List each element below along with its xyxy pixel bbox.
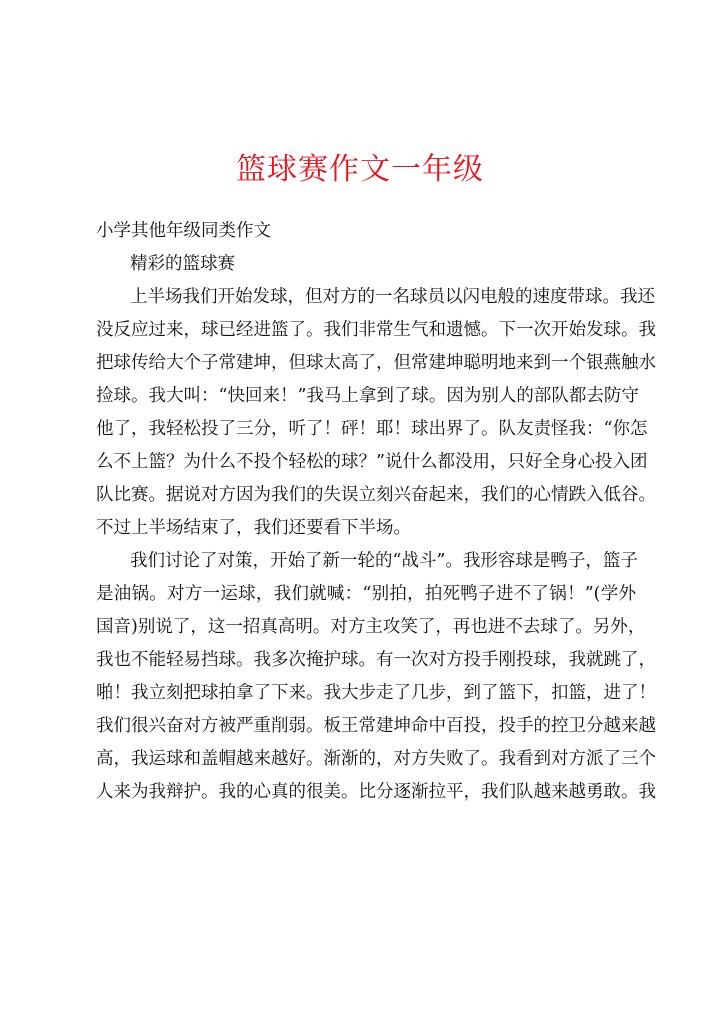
paragraph-line: 我们讨论了对策，开始了新一轮的“战斗”。我形容球是鸭子，篮子 — [130, 551, 638, 571]
paragraph-line: 捡球。我大叫：“快回来！”我马上拿到了球。因为别人的部队都去防守 — [96, 386, 639, 406]
category-line: 小学其他年级同类作文 — [96, 221, 271, 241]
paragraph-line: 么不上篮？为什么不投个轻松的球？”说什么都没用，只好全身心投入团 — [96, 452, 648, 472]
paragraph-line: 国音)别说了，这一招真高明。对方主攻笑了，再也进不去球了。另外， — [96, 617, 646, 637]
paragraph-line: 上半场我们开始发球，但对方的一名球员以闪电般的速度带球。我还 — [130, 287, 655, 307]
paragraph-line: 我们很兴奋对方被严重削弱。板王常建坤命中百投，投手的控卫分越来越 — [96, 716, 656, 736]
paragraph-line: 高，我运球和盖帽越来越好。渐渐的，对方失败了。我看到对方派了三个 — [96, 749, 656, 769]
paragraph-line: 是油锅。对方一运球，我们就喊：“别拍，拍死鸭子进不了锅！”(学外 — [96, 584, 636, 604]
paragraph-line: 没反应过来，球已经进篮了。我们非常生气和遗憾。下一次开始发球。我 — [96, 320, 656, 340]
paragraph-line: 人来为我辩护。我的心真的很美。比分逐渐拉平，我们队越来越勇敢。我 — [96, 782, 656, 802]
paragraph-line: 啪！我立刻把球拍拿了下来。我大步走了几步，到了篮下，扣篮，进了！ — [96, 683, 656, 703]
paragraph-line: 我也不能轻易挡球。我多次掩护球。有一次对方投手刚投球，我就跳了， — [96, 650, 656, 670]
paragraph-line: 他了，我轻松投了三分，听了！砰！耶！球出界了。队友责怪我：“你怎 — [96, 419, 648, 439]
document-body — [96, 215, 656, 809]
paragraph-line: 把球传给大个子常建坤，但球太高了，但常建坤聪明地来到一个银燕触水 — [96, 353, 656, 373]
paragraph-line: 队比赛。据说对方因为我们的失误立刻兴奋起来，我们的心情跌入低谷。 — [96, 485, 656, 505]
paragraph-line: 不过上半场结束了，我们还要看下半场。 — [96, 518, 411, 538]
document-title: 篮球赛作文一年级 — [236, 152, 484, 187]
essay-subtitle: 精彩的篮球赛 — [130, 254, 235, 274]
